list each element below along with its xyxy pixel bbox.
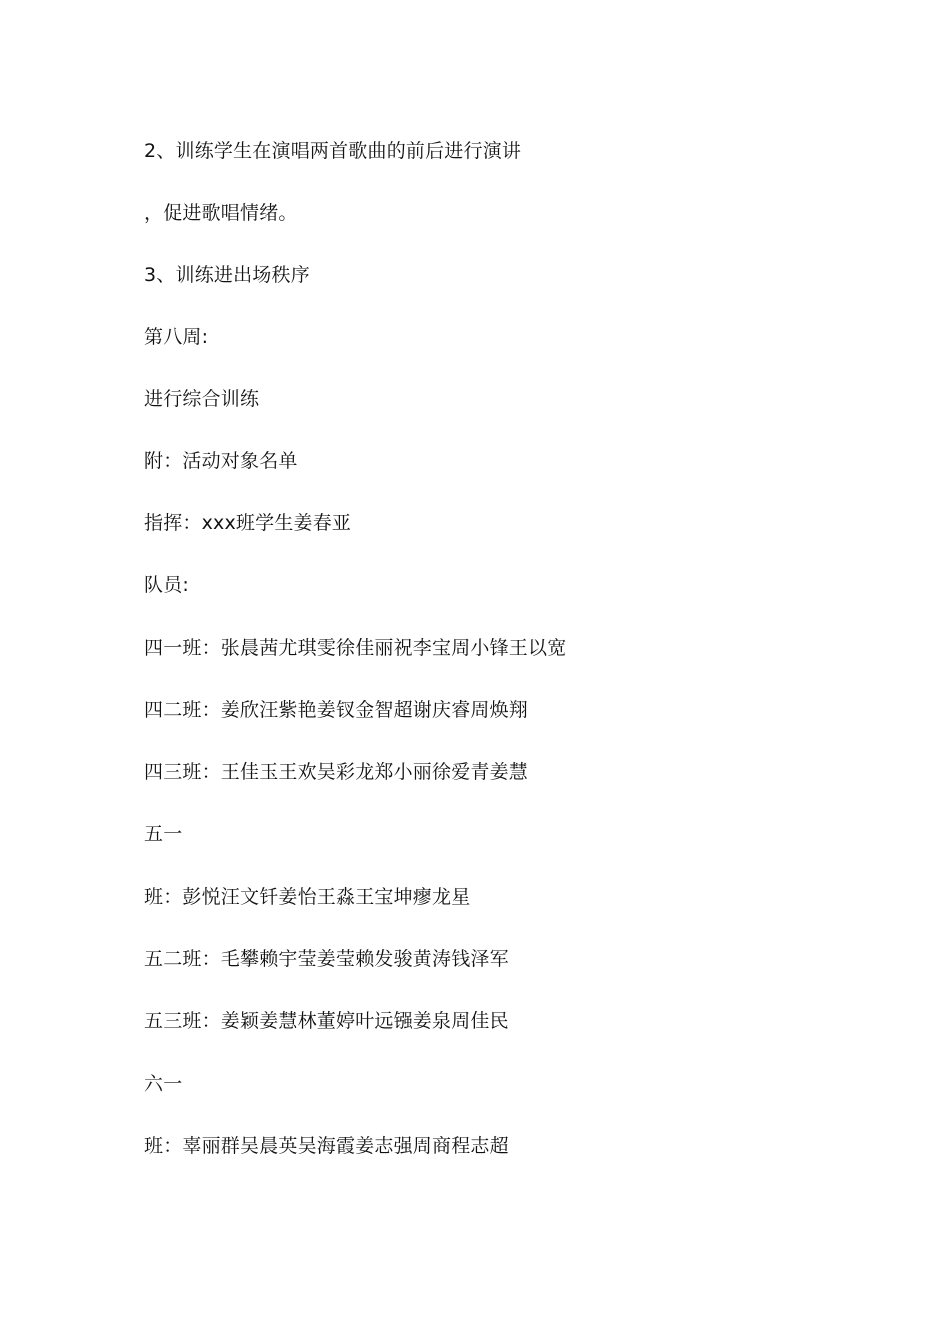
text-line-comprehensive-training: 进行综合训练 bbox=[144, 388, 260, 410]
text-line-entrance-order: 3、训练进出场秩序 bbox=[144, 264, 310, 286]
text-line-class-4-2: 四二班：姜欣汪紫艳姜钗金智超谢庆睿周焕翔 bbox=[144, 699, 529, 721]
text-line-class-6-1-members: 班：辜丽群吴晨英吴海霞姜志强周商程志超 bbox=[144, 1135, 509, 1157]
text-line-conductor: 指挥：xxx班学生姜春亚 bbox=[144, 512, 352, 534]
text-line-singing-emotion: ，促进歌唱情绪。 bbox=[144, 202, 298, 224]
text-line-week-eight: 第八周: bbox=[144, 326, 209, 348]
text-line-members-label: 队员: bbox=[144, 574, 190, 596]
text-line-appendix-title: 附：活动对象名单 bbox=[144, 450, 298, 472]
text-line-class-5-2: 五二班：毛攀赖宇莹姜莹赖发骏黄涛钱泽军 bbox=[144, 948, 509, 970]
text-line-training-speech: 2、训练学生在演唱两首歌曲的前后进行演讲 bbox=[144, 140, 522, 162]
text-line-class-6-1-heading: 六一 bbox=[144, 1073, 183, 1095]
text-line-class-5-1-members: 班：彭悦汪文钎姜怡王淼王宝坤瘳龙星 bbox=[144, 886, 471, 908]
text-line-class-5-1-heading: 五一 bbox=[144, 823, 183, 845]
text-line-class-4-1: 四一班：张晨茜尤琪雯徐佳丽祝李宝周小锋王以宽 bbox=[144, 637, 567, 659]
text-line-class-5-3: 五三班：姜颖姜慧林董婷叶远镪姜泉周佳民 bbox=[144, 1010, 509, 1032]
text-line-class-4-3: 四三班：王佳玉王欢吴彩龙郑小丽徐爱青姜慧 bbox=[144, 761, 529, 783]
